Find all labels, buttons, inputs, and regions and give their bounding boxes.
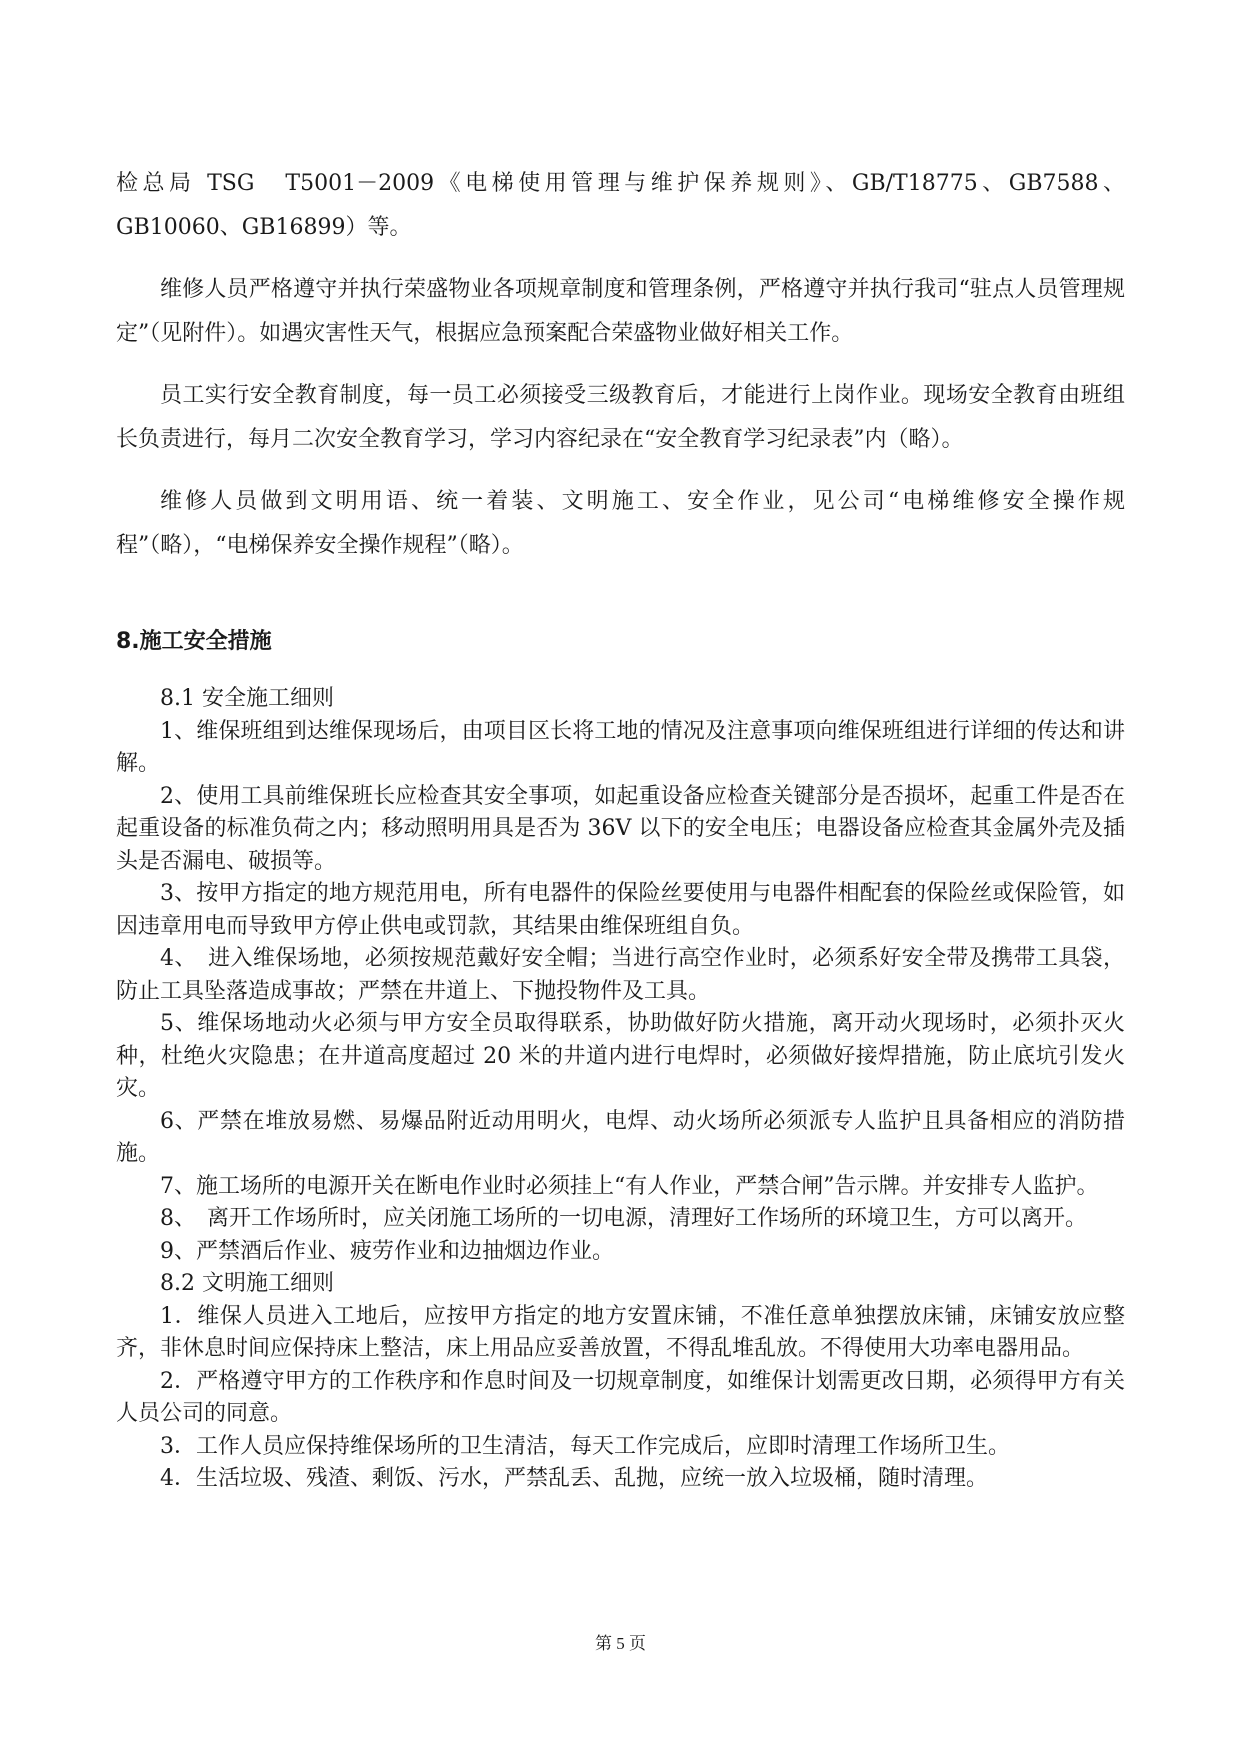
list-item: 6、严禁在堆放易燃、易爆品附近动用明火，电焊、动火场所必须派专人监护且具备相应的消防措施。 <box>116 1108 1125 1166</box>
subsection-title: 8.2 文明施工细则 <box>160 1271 334 1296</box>
list-item: 4、 进入维保场地，必须按规范戴好安全帽；当进行高空作业时，必须系好安全带及携带工具袋，防止工具坠落造成事故；严禁在井道上、下抛投物件及工具。 <box>116 946 1125 1004</box>
list-item: 5、维保场地动火必须与甲方安全员取得联系，协助做好防火措施，离开动火现场时，必须扑灭火种，杜绝火灾隐患；在井道高度超过 20 米的井道内进行电焊时，必须做好接焊措施，防止底坑引发火灾。 <box>116 1011 1125 1101</box>
intro-paragraph: 维修人员严格遵守并执行荣盛物业各项规章制度和管理条例，严格遵守并执行我司“驻点人员管理规定”（见附件）。如遇灾害性天气，根据应急预案配合荣盛物业做好相关工作。 <box>116 277 1125 346</box>
section-heading: 8.施工安全措施 <box>116 629 272 654</box>
list-item: 3、按甲方指定的地方规范用电，所有电器件的保险丝要使用与电器件相配套的保险丝或保险管，如因违章用电而导致甲方停止供电或罚款，其结果由维保班组自负。 <box>116 881 1125 939</box>
list-item: 1、维保班组到达维保现场后，由项目区长将工地的情况及注意事项向维保班组进行详细的传达和讲解。 <box>116 718 1125 776</box>
intro-text-block <box>116 162 1125 586</box>
intro-paragraph: 维修人员做到文明用语、统一着装、文明施工、安全作业，见公司“电梯维修安全操作规程”（略），“电梯保养安全操作规程”（略）。 <box>116 489 1125 558</box>
list-item: 2、使用工具前维保班长应检查其安全事项，如起重设备应检查关键部分是否损坏，起重工件是否在起重设备的标准负荷之内；移动照明用具是否为 36V 以下的安全电压；电器设备应检查其金属外壳及插头是否漏电、破损等。 <box>116 783 1125 874</box>
list-item: 9、严禁酒后作业、疲劳作业和边抽烟边作业。 <box>160 1238 614 1264</box>
page-number: 第 5 页 <box>595 1634 646 1653</box>
list-item: 2．严格遵守甲方的工作秩序和作息时间及一切规章制度，如维保计划需更改日期，必须得甲方有关人员公司的同意。 <box>116 1368 1125 1426</box>
list-item: 1．维保人员进入工地后，应按甲方指定的地方安置床铺，不准任意单独摆放床铺，床铺安放应整齐，非休息时间应保持床上整洁，床上用品应妥善放置，不得乱堆乱放。不得使用大功率电器用品。 <box>116 1303 1125 1361</box>
list-item: 3．工作人员应保持维保场所的卫生清洁，每天工作完成后，应即时清理工作场所卫生。 <box>160 1433 1010 1459</box>
list-item: 4．生活垃圾、残渣、剩饭、污水，严禁乱丢、乱抛，应统一放入垃圾桶，随时清理。 <box>160 1466 988 1491</box>
safety-measures-body <box>116 683 1125 1496</box>
intro-paragraph: 检总局 TSG T5001－2009《电梯使用管理与维护保养规则》、GB/T18775、GB7588、GB10060、GB16899）等。 <box>116 171 1125 240</box>
intro-paragraph: 员工实行安全教育制度，每一员工必须接受三级教育后，才能进行上岗作业。现场安全教育由班组长负责进行，每月二次安全教育学习，学习内容纪录在“安全教育学习纪录表”内（略）。 <box>116 383 1125 452</box>
list-item: 8、 离开工作场所时，应关闭施工场所的一切电源，清理好工作场所的环境卫生，方可以离开。 <box>160 1206 1088 1231</box>
subsection-title: 8.1 安全施工细则 <box>160 686 334 711</box>
list-item: 7、施工场所的电源开关在断电作业时必须挂上“有人作业，严禁合闸”告示牌。并安排专人监护。 <box>160 1173 1099 1199</box>
